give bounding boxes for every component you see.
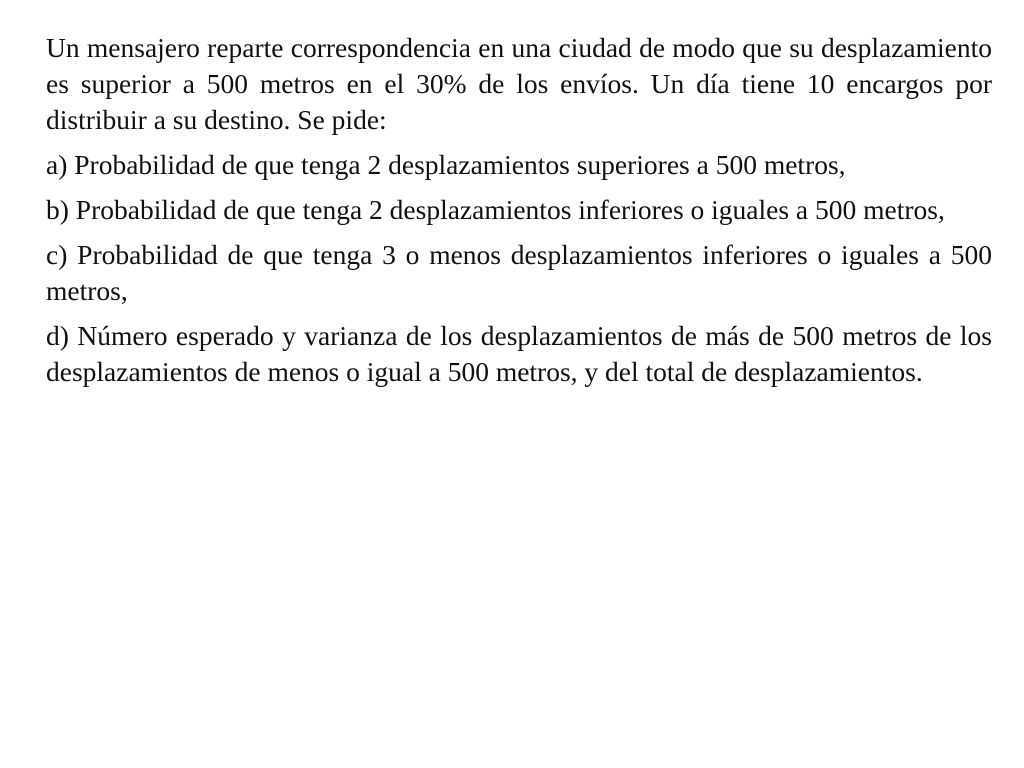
question-b: b) Probabilidad de que tenga 2 desplazamientos inferiores o iguales a 500 metros, xyxy=(46,194,945,225)
question-c: c) Probabilidad de que tenga 3 o menos desplazamientos inferiores o iguales a 500 metros, xyxy=(46,239,992,306)
question-a: a) Probabilidad de que tenga 2 desplazamientos superiores a 500 metros, xyxy=(46,149,846,180)
question-d: d) Número esperado y varianza de los desplazamientos de más de 500 metros de los desplazamientos de menos o igual a 500 metros, y del total de desplazamientos. xyxy=(46,320,992,387)
slide-body xyxy=(46,30,992,399)
problem-intro: Un mensajero reparte correspondencia en una ciudad de modo que su desplazamiento es superior a 500 metros en el 30% de los envíos. Un día tiene 10 encargos por distribuir a su destino. Se pide: xyxy=(46,32,992,135)
